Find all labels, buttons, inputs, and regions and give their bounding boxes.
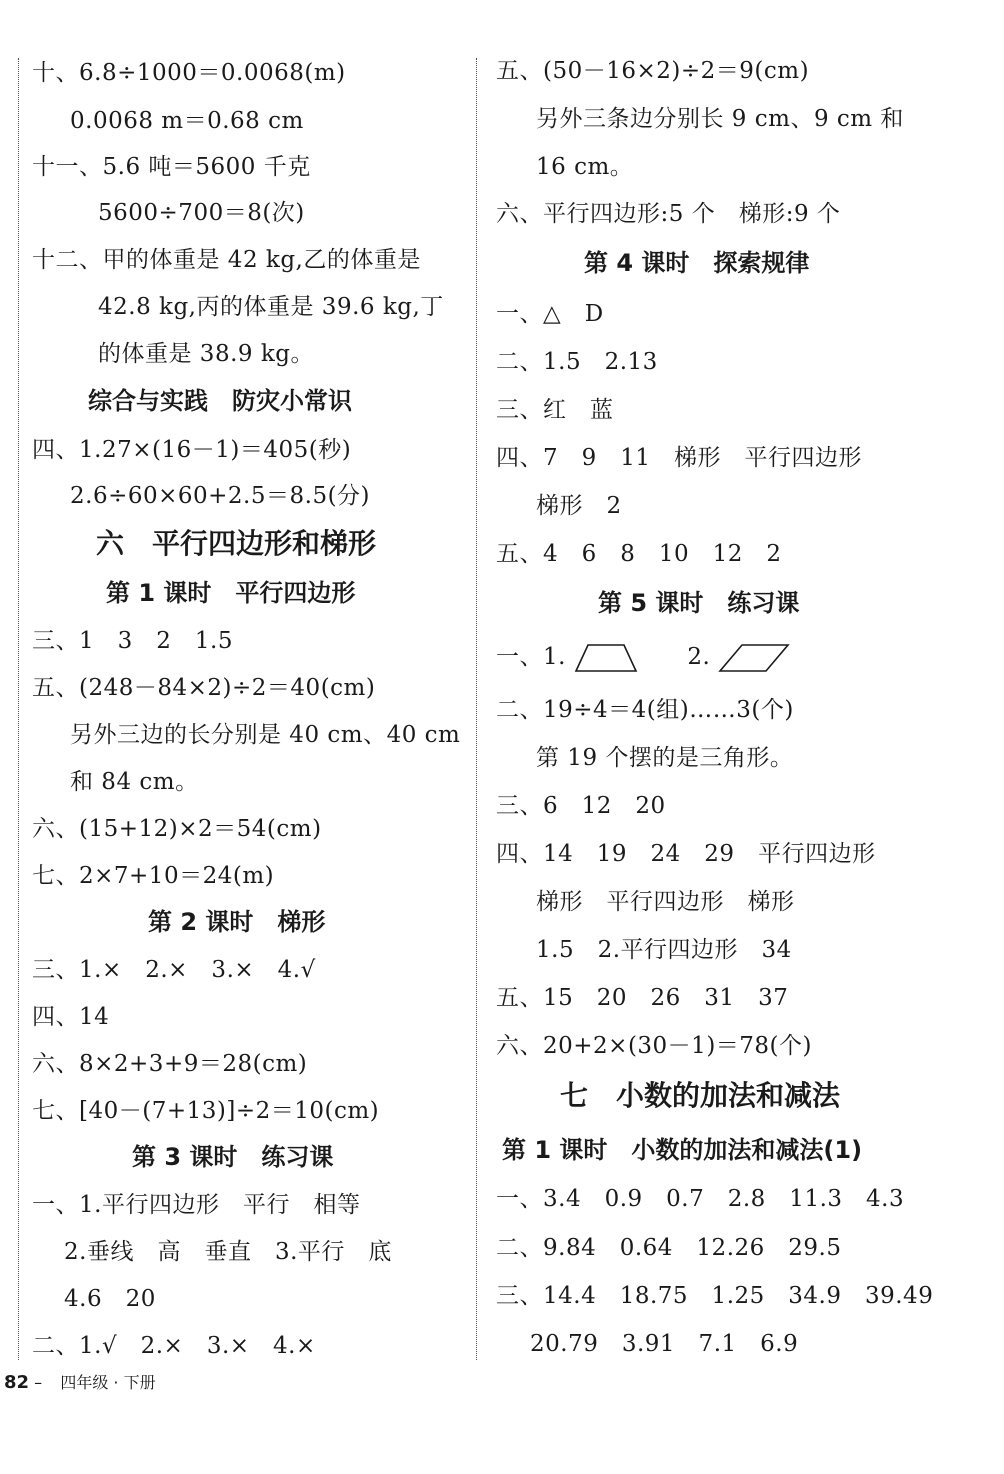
answer-line: 五、(50－16×2)÷2＝9(cm) [496,58,810,84]
answer-line: 第 19 个摆的是三角形。 [536,745,794,771]
answer-line: 六、(15+12)×2＝54(cm) [32,816,322,842]
answer-line: 三、1 3 2 1.5 [32,628,233,654]
answer-line: 16 cm。 [536,154,634,180]
answer-line: 七、[40－(7+13)]÷2＝10(cm) [32,1098,380,1124]
answer-label: 2. [687,644,711,670]
trapezoid-icon [574,643,640,673]
answer-line: 五、4 6 8 10 12 2 [496,541,782,567]
answer-line: 0.0068 m＝0.68 cm [70,108,304,134]
answer-line: 五、15 20 26 31 37 [496,985,789,1011]
answer-line: 二、1.√ 2.× 3.× 4.× [32,1333,316,1359]
section-heading: 综合与实践 防灾小常识 [88,387,352,415]
answer-line: 十二、甲的体重是 42 kg,乙的体重是 [32,247,421,273]
lesson-heading: 第 1 课时 平行四边形 [106,579,356,607]
answer-line: 的体重是 38.9 kg。 [98,341,314,367]
lesson-heading: 第 3 课时 练习课 [132,1143,334,1171]
answer-line: 20.79 3.91 7.1 6.9 [530,1331,799,1357]
lesson-heading: 第 2 课时 梯形 [148,908,326,936]
answer-line: 十一、5.6 吨＝5600 千克 [32,154,311,180]
answer-line: 另外三边的长分别是 40 cm、40 cm [70,722,461,748]
answer-line: 梯形 2 [536,493,622,519]
answer-line [496,642,790,673]
answer-line: 二、9.84 0.64 12.26 29.5 [496,1235,842,1261]
answer-line: 三、6 12 20 [496,793,666,819]
answer-line: 一、3.4 0.9 0.7 2.8 11.3 4.3 [496,1186,905,1212]
lesson-heading: 第 5 课时 练习课 [598,589,800,617]
answer-line: 一、△ D [496,301,604,327]
parallelogram-icon [718,643,790,673]
answer-line: 2.6÷60×60+2.5＝8.5(分) [70,483,371,509]
answer-line: 一、1.平行四边形 平行 相等 [32,1192,361,1218]
answer-line: 5600÷700＝8(次) [98,200,305,226]
answer-line: 梯形 平行四边形 梯形 [536,889,795,915]
answer-line: 四、7 9 11 梯形 平行四边形 [496,445,863,471]
answer-label: 一、1. [496,644,566,670]
answer-line: 七、2×7+10＝24(m) [32,863,275,889]
answer-line: 四、14 [32,1004,110,1030]
answer-line: 二、19÷4＝4(组)……3(个) [496,697,794,723]
column-divider [476,58,477,1360]
answer-line: 六、平行四边形:5 个 梯形:9 个 [496,201,841,227]
answer-line: 42.8 kg,丙的体重是 39.6 kg,丁 [98,294,444,320]
answer-line: 4.6 20 [64,1286,156,1312]
answer-line: 二、1.5 2.13 [496,349,658,375]
grade-label: 四年级 · 下册 [60,1373,156,1392]
page-footer [4,1372,156,1394]
answer-line: 六、20+2×(30－1)＝78(个) [496,1033,813,1059]
lesson-heading: 第 1 课时 小数的加法和减法(1) [502,1136,863,1164]
footer-dash: – [34,1373,43,1392]
left-margin-rule [18,58,19,1360]
answer-line: 四、1.27×(16－1)＝405(秒) [32,437,352,463]
answer-line: 2.垂线 高 垂直 3.平行 底 [64,1239,392,1265]
lesson-heading: 第 4 课时 探索规律 [584,249,810,277]
page-number: 82 [4,1372,30,1393]
unit-heading: 七 小数的加法和减法 [560,1079,841,1112]
answer-line: 六、8×2+3+9＝28(cm) [32,1051,308,1077]
answer-line: 三、14.4 18.75 1.25 34.9 39.49 [496,1283,934,1309]
answer-line: 五、(248－84×2)÷2＝40(cm) [32,675,376,701]
unit-heading: 六 平行四边形和梯形 [96,527,377,560]
answer-line: 四、14 19 24 29 平行四边形 [496,841,876,867]
answer-line: 1.5 2.平行四边形 34 [536,937,792,963]
answer-line: 另外三条边分别长 9 cm、9 cm 和 [536,106,904,132]
answer-line: 三、红 蓝 [496,397,614,423]
answer-line: 和 84 cm。 [70,769,199,795]
answer-line: 三、1.× 2.× 3.× 4.√ [32,957,316,983]
answer-line: 十、6.8÷1000＝0.0068(m) [32,60,346,86]
